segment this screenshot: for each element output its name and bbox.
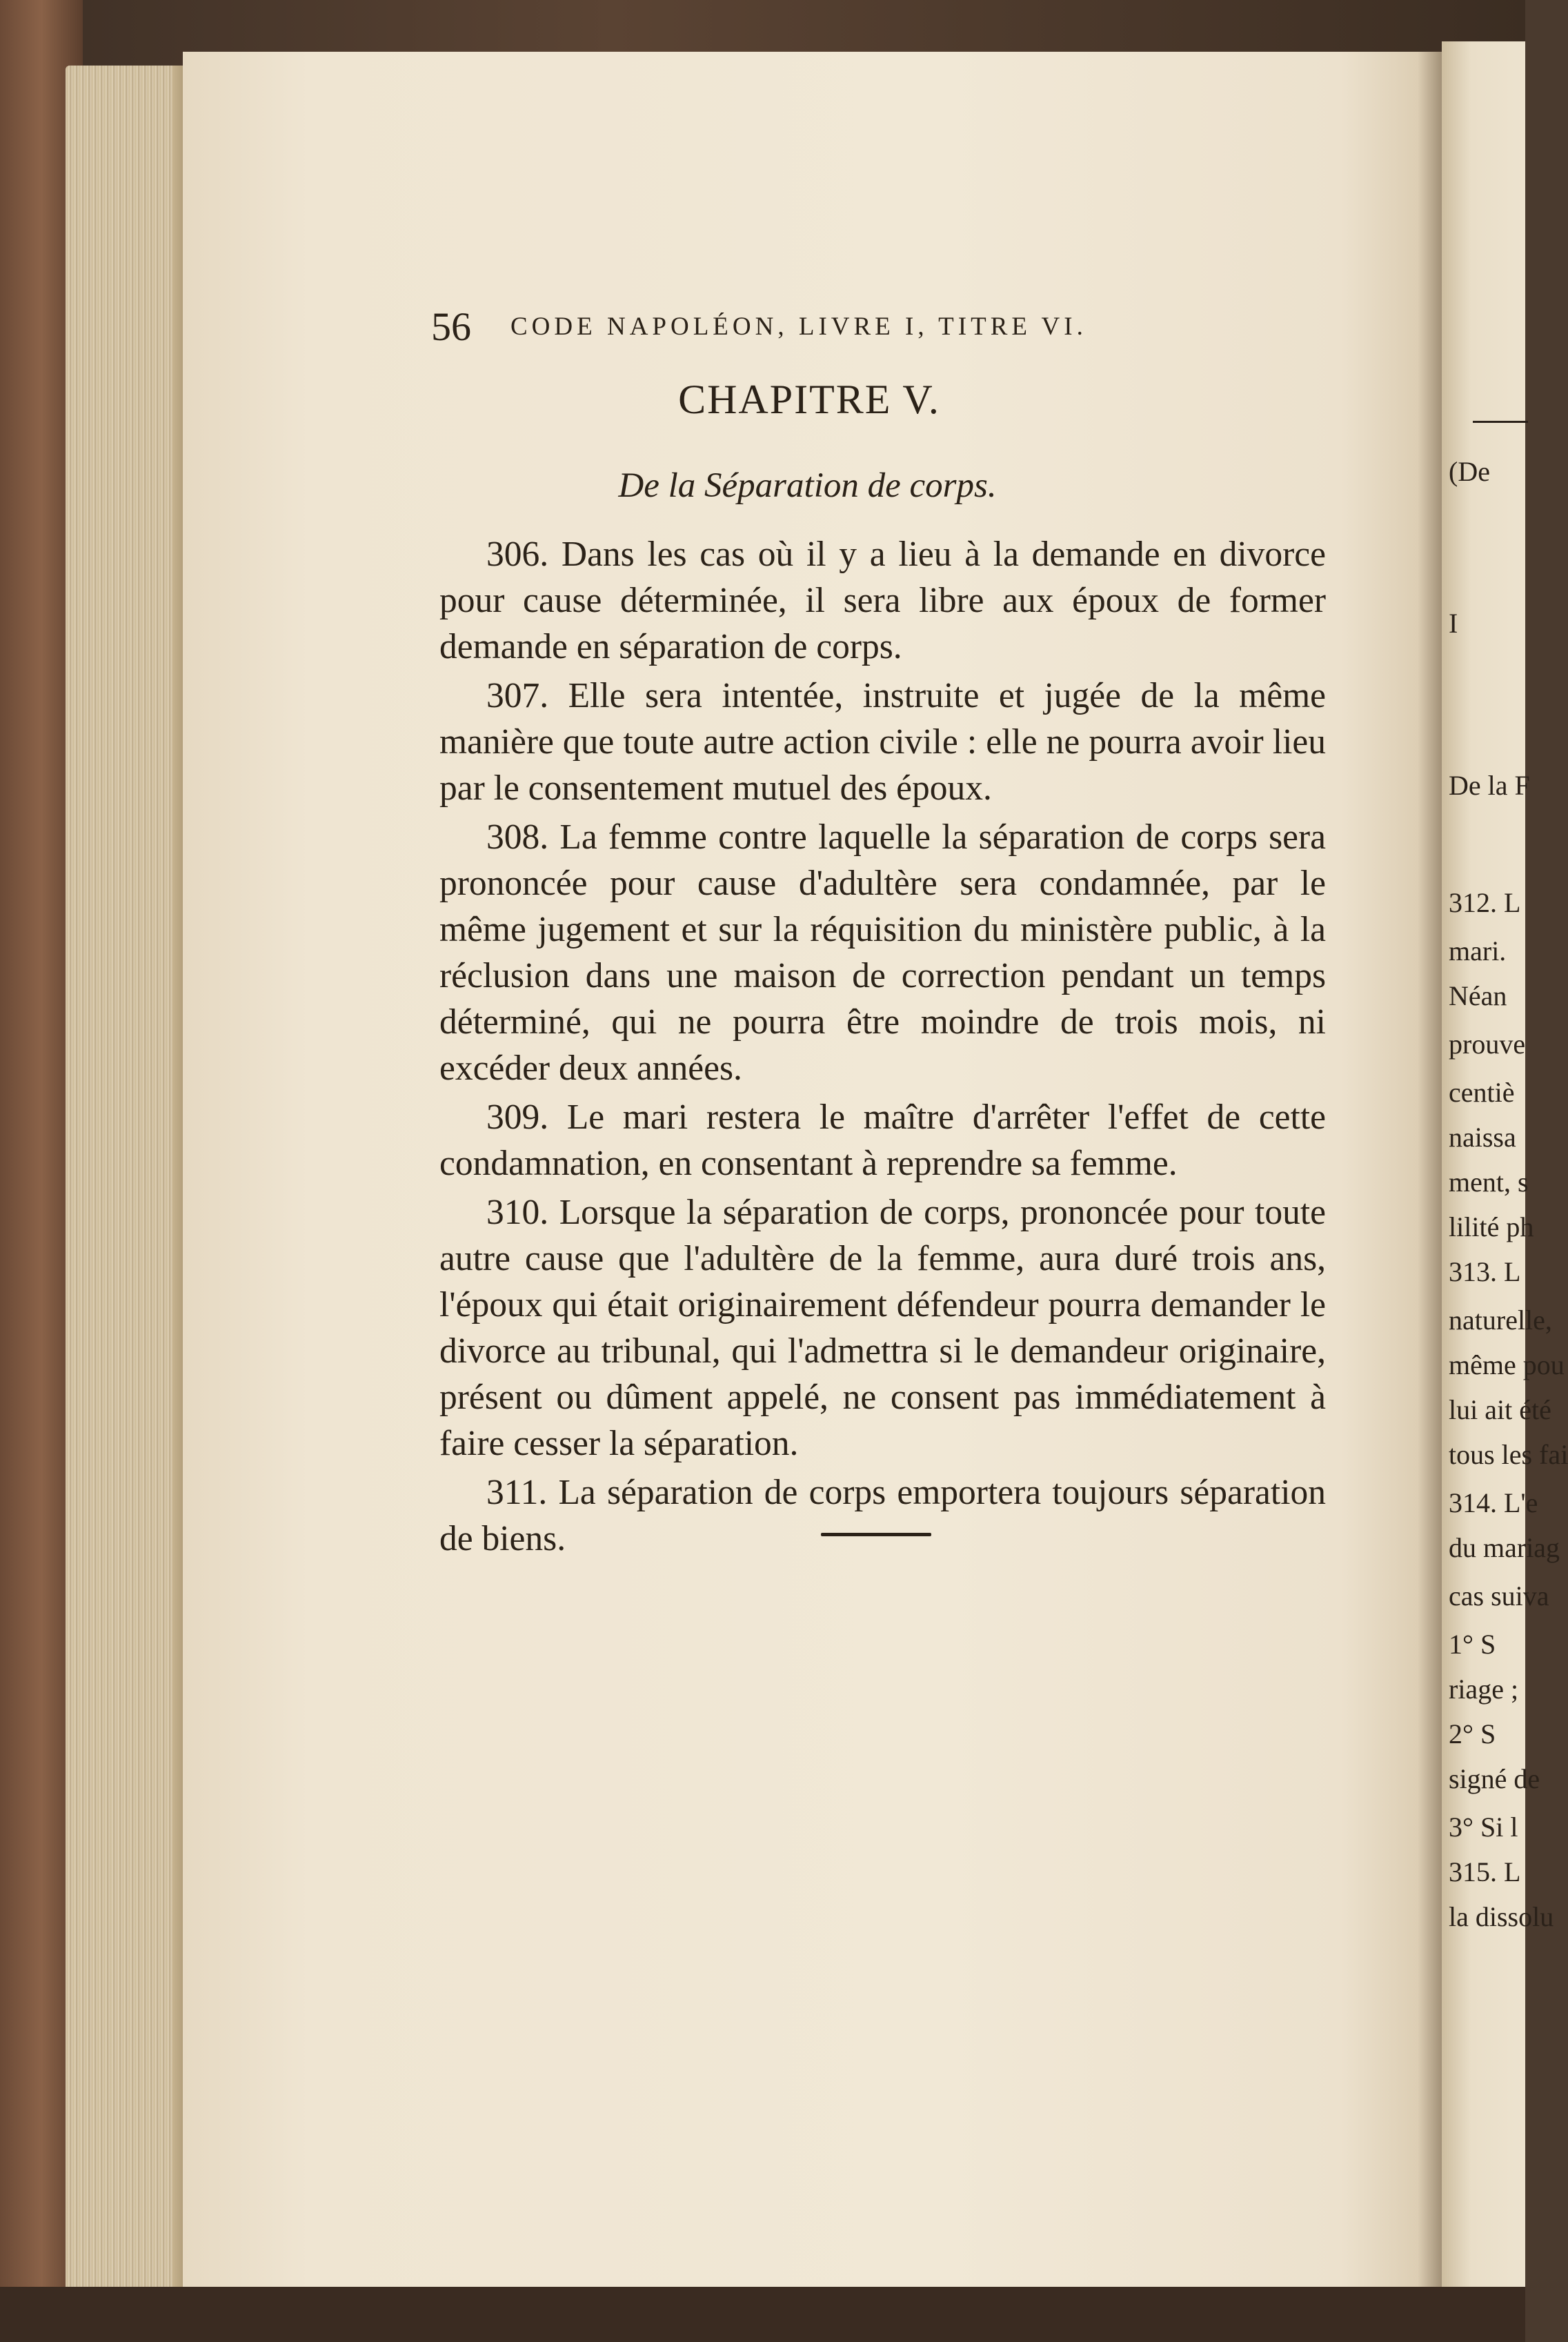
facing-page-line: I: [1449, 608, 1458, 639]
article-text: La femme contre laquelle la séparation de corps sera prononcée pour cause d'adultère sera condamnée, par le même jugement et sur la réquisition du ministère public, à la réclusion dans une maison de correction pendant un temps déterminé, qui ne pourra être moindre de trois mois, ni excéder deux années.: [439, 817, 1327, 1088]
page-number: 56: [431, 304, 471, 349]
facing-page-line: la dissolu: [1449, 1901, 1554, 1932]
facing-page-line: Néan: [1449, 980, 1507, 1011]
book-bottom-edge: [0, 2287, 1525, 2342]
article: [439, 673, 1326, 811]
article-number: 308.: [486, 817, 549, 857]
article-number: 309.: [486, 1098, 549, 1137]
article: [439, 1469, 1326, 1562]
article-number: 310.: [486, 1193, 549, 1232]
facing-page-line: prouve: [1449, 1029, 1526, 1060]
facing-page-line: (De: [1449, 456, 1490, 487]
running-header: [431, 304, 1328, 352]
facing-page-line: naissa: [1449, 1122, 1516, 1153]
chapter-subtitle: De la Séparation de corps.: [618, 466, 997, 505]
facing-page-line: 1° S: [1449, 1629, 1496, 1660]
chapter-title: CHAPITRE V.: [678, 377, 940, 422]
facing-page-line: 2° S: [1449, 1718, 1496, 1749]
article-text: Dans les cas où il y a lieu à la demande en divorce pour cause déterminée, il sera libre aux époux de former demande en séparation de corps.: [439, 535, 1327, 666]
article: [439, 531, 1326, 670]
article: [439, 1189, 1326, 1467]
facing-page-line: lui ait été: [1449, 1394, 1551, 1425]
facing-page-line: du mariag: [1449, 1532, 1560, 1563]
article: [439, 814, 1326, 1091]
facing-page-line: ment, s: [1449, 1167, 1529, 1198]
body-text: [439, 531, 1326, 1565]
article: [439, 1094, 1326, 1187]
article-text: La séparation de corps emportera toujours séparation de biens.: [439, 1473, 1326, 1558]
facing-page-line: signé de: [1449, 1763, 1540, 1794]
facing-page-line: 3° Si l: [1449, 1812, 1518, 1843]
running-title: CODE NAPOLÉON, LIVRE I, TITRE VI.: [510, 312, 1087, 341]
article-number: 311.: [486, 1473, 548, 1512]
facing-page-line: naturelle,: [1449, 1304, 1552, 1336]
section-end-rule: [821, 1533, 931, 1536]
article-number: 306.: [486, 535, 549, 574]
article-text: Lorsque la séparation de corps, prononcée pour toute autre cause que l'adultère de la femme, aura duré trois ans, l'époux qui était originairement défendeur pourra demander le divorce au tribunal, qui l'admettra si le demandeur originaire, présent ou dûment appelé, ne consent pas immédiatement à faire cesser la séparation.: [439, 1193, 1326, 1463]
article-number: 307.: [486, 676, 549, 715]
facing-page-line: 314. L'e: [1449, 1487, 1538, 1518]
facing-page-line: riage ;: [1449, 1674, 1519, 1705]
facing-page-line: lilité ph: [1449, 1211, 1534, 1242]
facing-page-line: 313. L: [1449, 1256, 1521, 1287]
facing-page-line: tous les fai: [1449, 1439, 1568, 1470]
facing-page-line: 315. L: [1449, 1856, 1521, 1887]
facing-page-line: 312. L: [1449, 887, 1521, 918]
facing-page-line: mari.: [1449, 935, 1507, 966]
facing-page-line: cas suiva: [1449, 1580, 1549, 1611]
article-text: Elle sera intentée, instruite et jugée de la même manière que toute autre action civile : elle ne pourra avoir lieu par le consentement mutuel des époux.: [439, 676, 1326, 808]
facing-page-line: même pou: [1449, 1349, 1565, 1380]
facing-page-line: centiè: [1449, 1077, 1515, 1108]
facing-page-line: De la F: [1449, 770, 1530, 801]
article-text: Le mari restera le maître d'arrêter l'effet de cette condamnation, en consentant à reprendre sa femme.: [439, 1098, 1327, 1183]
